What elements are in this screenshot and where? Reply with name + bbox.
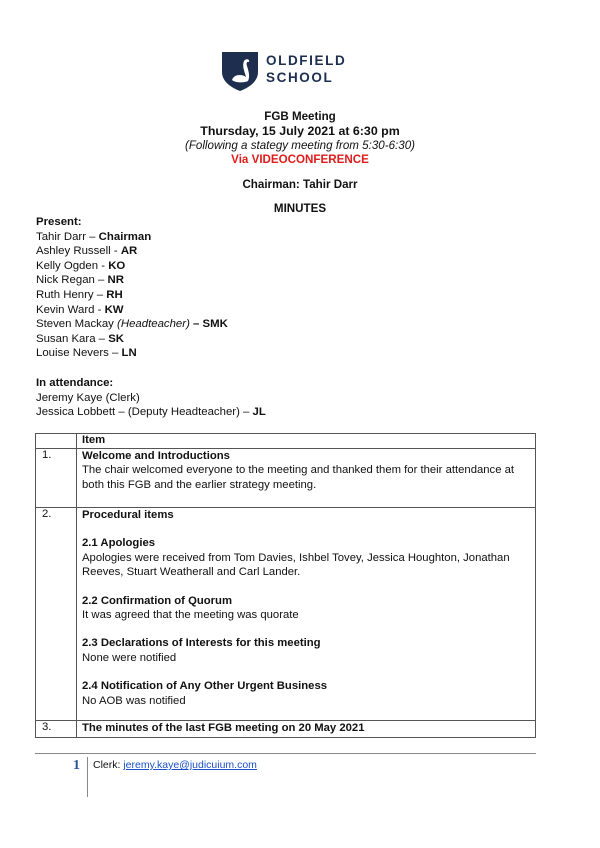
clerk-email-link[interactable]: jeremy.kaye@judicuium.com [123,759,257,771]
present-person: Nick Regan – NR [36,274,124,287]
present-person: Louise Nevers – LN [36,347,137,360]
logo-line-2: SCHOOL [266,70,334,85]
school-logo [220,50,360,96]
table-header-item: Item [77,434,536,449]
table-row: 1. Welcome and Introductions The chair welcomed everyone to the meeting and thanked them for their attendance at both this FGB and the earlier strategy meeting. [36,449,536,508]
table-row: 2. Procedural items 2.1 Apologies Apologies were received from Tom Davies, Ishbel Tovey, Jessica Houghton, Jonathan Reeves, Stuart Weatherall and Carl Lander. 2.2 Confirmation of Quorum It was agreed that the meeting was quorate 2.3 Declarations of Interests for this meeting None were notified 2.4 Notification of Any Other Urgent Business No AOB was notified [36,508,536,721]
subitem-text: No AOB was notified [82,694,186,707]
footer-vertical-divider [87,757,88,797]
present-person: Kevin Ward - KW [36,303,124,316]
swan-shield-icon [220,50,260,92]
meeting-date: Thursday, 15 July 2021 at 6:30 pm [200,124,400,138]
logo-line-1: OLDFIELD [266,53,347,68]
item-text: The chair welcomed everyone to the meeting and thanked them for their attendance at both this FGB and the earlier strategy meeting. [82,464,515,491]
page-number: 1 [73,758,80,773]
present-section [36,215,228,361]
subitem-text: It was agreed that the meeting was quorate [82,609,299,622]
present-person: Ashley Russell - AR [36,245,138,258]
minutes-table [35,433,536,738]
meeting-note: (Following a stategy meeting from 5:30-6:30) [184,139,416,152]
subitem-heading: 2.4 Notification of Any Other Urgent Business [82,680,328,693]
subitem-text: Apologies were received from Tom Davies, Ishbel Tovey, Jessica Houghton, Jonathan Reeves, Stuart Weatherall and Carl Lander. [82,551,510,579]
present-person: Tahir Darr – Chairman [36,230,152,243]
table-header-row [36,434,536,449]
meeting-via: Via VIDEOCONFERENCE [231,153,369,166]
chairman-line: Chairman: Tahir Darr [242,178,358,191]
subitem-heading: 2.2 Confirmation of Quorum [82,594,232,607]
attendance-heading: In attendance: [36,377,114,389]
item-title: Welcome and Introductions [82,450,230,462]
minutes-heading: MINUTES [273,202,327,215]
attendance-section [36,376,266,420]
footer-divider [35,753,536,754]
subitem-heading: 2.1 Apologies [82,537,156,550]
present-person: Steven Mackay (Headteacher) – SMK [36,318,228,331]
item-title: Procedural items [82,509,174,521]
present-heading: Present: [36,216,82,228]
item-title: The minutes of the last FGB meeting on 20 May 2021 [82,722,365,735]
footer-clerk [93,759,257,771]
subitem-text: None were notified [82,651,177,664]
present-person: Kelly Ogden - KO [36,259,126,272]
attendance-person: Jeremy Kaye (Clerk) [36,391,140,404]
attendance-person: Jessica Lobbett – (Deputy Headteacher) – JL [36,406,266,419]
subitem-heading: 2.3 Declarations of Interests for this meeting [82,637,321,650]
present-person: Susan Kara – SK [36,332,125,345]
clerk-label: Clerk: [93,759,124,771]
meeting-title: FGB Meeting [264,110,336,123]
table-row: 3. The minutes of the last FGB meeting on 20 May 2021 [36,721,536,738]
present-person: Ruth Henry – RH [36,288,123,301]
